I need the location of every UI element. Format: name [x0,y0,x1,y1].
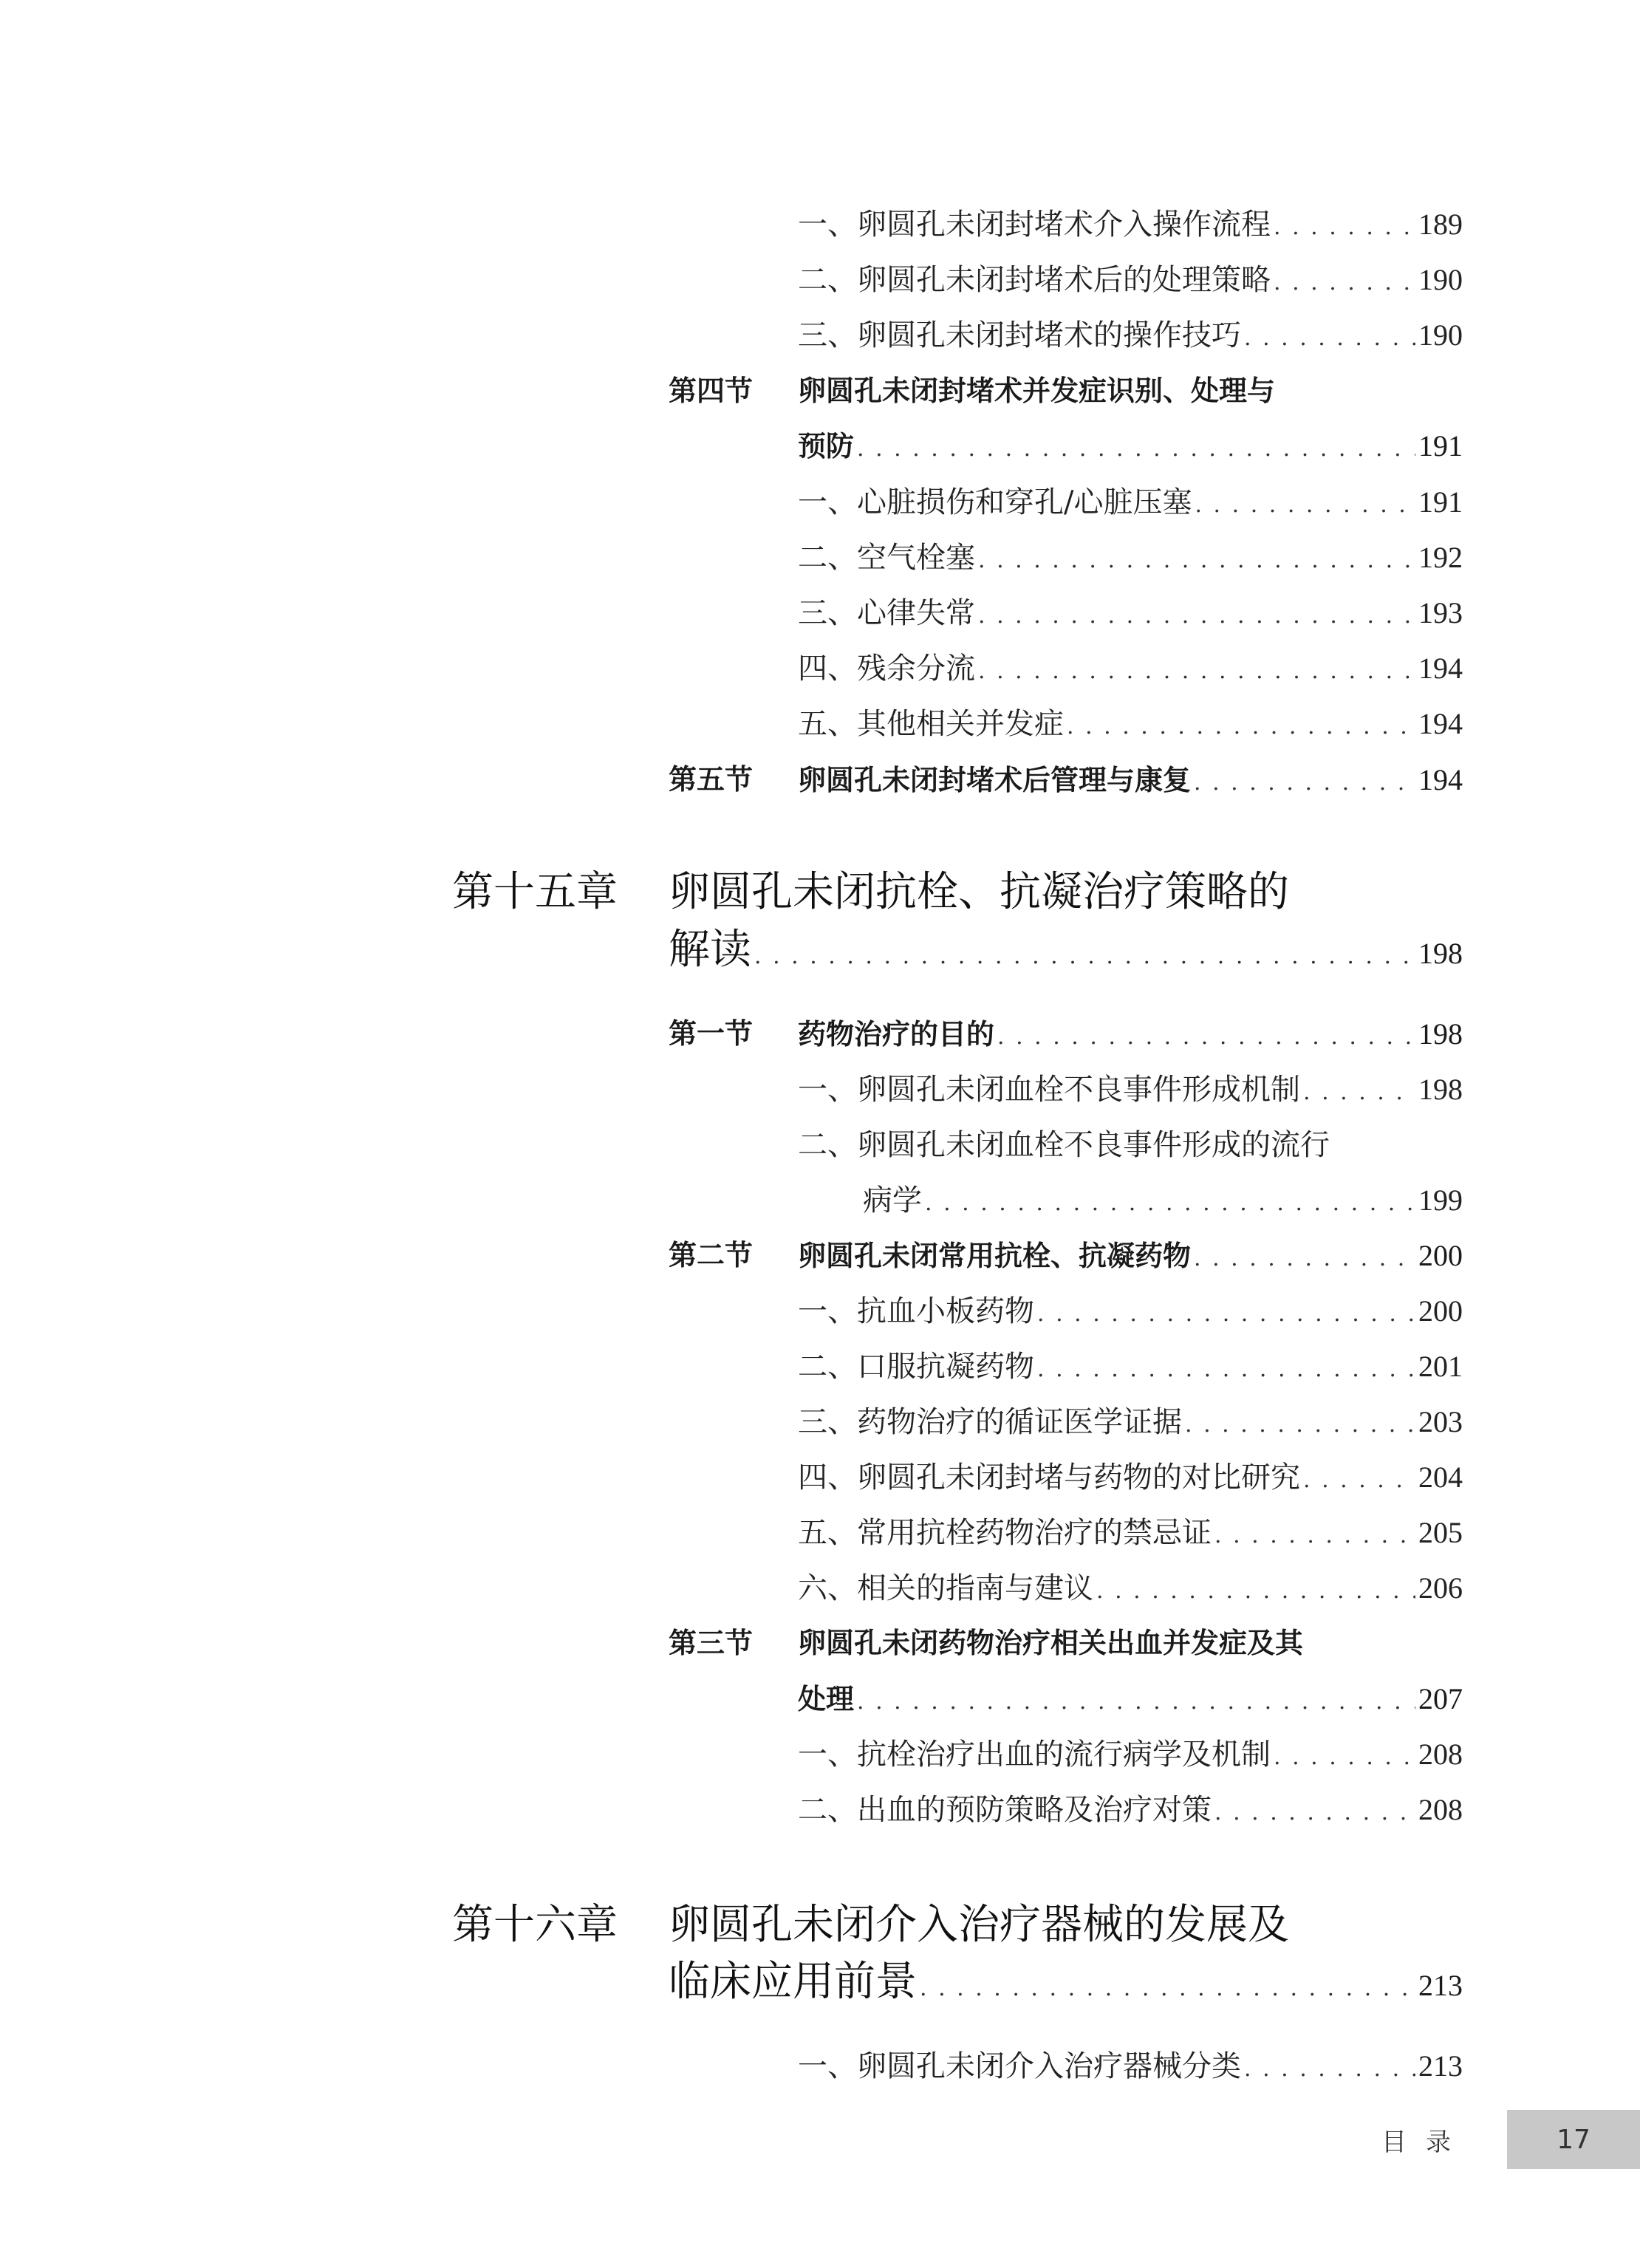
dot-leader [1195,494,1415,516]
toc-entry[interactable] [798,543,1463,573]
dot-leader [1303,1082,1415,1104]
dot-leader [1037,1359,1415,1381]
toc-entry-title: 三、卵圆孔未闭封堵术的操作技巧 [798,318,1241,352]
toc-entry-title: 一、抗栓治疗出血的流行病学及机制 [798,1738,1271,1772]
dot-leader [997,1026,1415,1048]
dot-leader [1274,272,1415,294]
toc-entry-page: 208 [1418,1738,1463,1771]
dot-leader [978,550,1415,572]
toc-entry[interactable] [798,1571,1463,1605]
dot-leader [1303,1469,1415,1492]
dot-leader [1214,1802,1415,1824]
chapter-title-continued: 解读 [669,926,751,974]
chapter-title-continued: 临床应用前景 [669,1958,917,2006]
toc-entry-title: 五、常用抗栓药物治疗的禁忌证 [798,1516,1212,1550]
chapter-title[interactable]: 卵圆孔未闭抗栓、抗凝治疗策略的 [669,868,1289,916]
toc-entry[interactable] [798,265,1463,295]
toc-entry[interactable] [669,1958,1463,2006]
section-number: 第一节 [669,1017,754,1050]
toc-entry-title: 二、空气栓塞 [798,541,975,575]
dot-leader [1067,716,1415,738]
dot-leader [920,1978,1415,2000]
toc-entry-title: 三、心律失常 [798,596,975,630]
toc-entry-page: 198 [1418,937,1463,970]
toc-entry-page: 190 [1418,318,1463,352]
toc-entry-page: 207 [1418,1682,1463,1715]
toc-entry[interactable] [798,1019,1463,1049]
dot-leader [1194,772,1415,794]
toc-entry[interactable] [798,431,1463,461]
toc-entry-title: 一、卵圆孔未闭封堵术介入操作流程 [798,208,1271,242]
toc-entry-page: 199 [1418,1183,1463,1217]
toc-entry[interactable] [798,652,1463,686]
chapter-title[interactable]: 卵圆孔未闭介入治疗器械的发展及 [669,1901,1289,1949]
toc-entry-title-continued: 预防 [798,430,855,462]
toc-entry-page: 191 [1418,485,1463,519]
toc-entry-page: 200 [1418,1294,1463,1328]
toc-entry[interactable] [798,2049,1463,2083]
toc-entry-page: 194 [1418,652,1463,685]
dot-leader [1244,2058,1415,2080]
toc-entry-page: 206 [1418,1571,1463,1605]
toc-entry[interactable] [798,318,1463,352]
toc-entry[interactable] [798,1795,1463,1825]
dot-leader [978,660,1415,683]
dot-leader [754,946,1415,968]
toc-entry-page: 192 [1418,541,1463,574]
toc-entry-page: 189 [1418,208,1463,241]
toc-entry-page: 194 [1418,763,1463,796]
toc-entry-title: 二、口服抗凝药物 [798,1350,1034,1384]
toc-entry[interactable] [798,598,1463,628]
toc-entry-title: 四、残余分流 [798,652,975,686]
dot-leader [857,438,1415,460]
section-number: 第四节 [669,375,754,407]
toc-entry-page: 208 [1418,1793,1463,1826]
toc-entry-title: 一、卵圆孔未闭介入治疗器械分类 [798,2049,1241,2083]
toc-entry[interactable] [798,1407,1463,1437]
dot-leader [925,1192,1415,1215]
section-number: 第三节 [669,1627,754,1659]
toc-entry[interactable] [798,1073,1463,1107]
dot-leader [857,1691,1415,1713]
dot-leader [1244,327,1415,349]
toc-entry[interactable] [798,208,1463,242]
toc-entry-title-continued: 处理 [798,1683,855,1715]
toc-entry[interactable] [798,485,1463,519]
dot-leader [1194,1248,1415,1270]
chapter-number: 第十六章 [452,1901,618,1949]
toc-entry-page: 205 [1418,1516,1463,1549]
toc-entry[interactable] [798,1684,1463,1714]
toc-entry-title: 四、卵圆孔未闭封堵与药物的对比研究 [798,1461,1300,1495]
toc-entry-page: 203 [1418,1405,1463,1438]
page-number-box [1507,2110,1640,2169]
dot-leader [1274,216,1415,239]
toc-entry[interactable] [798,765,1463,795]
toc-entry-title-continued: 病学 [863,1183,922,1217]
toc-entry[interactable] [798,1518,1463,1548]
dot-leader [1274,1746,1415,1769]
toc-entry-title: 一、心脏损伤和穿孔/心脏压塞 [798,485,1192,519]
toc-entry-page: 198 [1418,1073,1463,1106]
toc-entry-page: 200 [1418,1239,1463,1272]
dot-leader [1185,1414,1415,1436]
toc-entry-title[interactable]: 卵圆孔未闭封堵术并发症识别、处理与 [798,375,1276,407]
section-number: 第二节 [669,1239,754,1271]
dot-leader [1037,1303,1415,1325]
toc-entry-title: 一、抗血小板药物 [798,1294,1034,1328]
toc-entry[interactable] [863,1183,1463,1217]
toc-entry-page: 193 [1418,596,1463,629]
toc-entry-title[interactable]: 二、卵圆孔未闭血栓不良事件形成的流行 [798,1128,1330,1162]
page-number: 17 [1557,2124,1591,2155]
toc-entry-page: 204 [1418,1461,1463,1494]
toc-entry[interactable] [798,1350,1463,1384]
toc-entry-title: 五、其他相关并发症 [798,707,1064,741]
toc-entry[interactable] [798,1461,1463,1495]
toc-entry-page: 201 [1418,1350,1463,1383]
toc-entry[interactable] [798,1241,1463,1271]
toc-entry[interactable] [669,926,1463,974]
toc-entry-page: 190 [1418,263,1463,296]
dot-leader [1214,1525,1415,1547]
toc-entry[interactable] [798,1294,1463,1328]
running-footer-label: 目录 [1381,2128,1470,2157]
toc-entry-title: 二、出血的预防策略及治疗对策 [798,1793,1212,1827]
toc-entry-title: 药物治疗的目的 [798,1018,995,1051]
toc-entry-title: 一、卵圆孔未闭血栓不良事件形成机制 [798,1073,1300,1107]
toc-entry-title[interactable]: 卵圆孔未闭药物治疗相关出血并发症及其 [798,1627,1304,1659]
toc-entry-title: 三、药物治疗的循证医学证据 [798,1405,1182,1439]
section-number: 第五节 [669,763,754,796]
toc-entry-page: 191 [1418,429,1463,462]
toc-entry[interactable] [798,1738,1463,1772]
toc-entry-page: 198 [1418,1017,1463,1051]
toc-entry-page: 213 [1418,2049,1463,2083]
toc-entry[interactable] [798,709,1463,739]
dot-leader [1096,1580,1415,1602]
toc-entry-title: 六、相关的指南与建议 [798,1571,1093,1605]
toc-entry-title: 卵圆孔未闭封堵术后管理与康复 [798,764,1192,796]
toc-entry-title: 卵圆孔未闭常用抗栓、抗凝药物 [798,1240,1192,1272]
toc-entry-title: 二、卵圆孔未闭封堵术后的处理策略 [798,263,1271,297]
toc-entry-page: 194 [1418,707,1463,740]
chapter-number: 第十五章 [452,868,618,916]
dot-leader [978,605,1415,627]
toc-entry-page: 213 [1418,1969,1463,2002]
